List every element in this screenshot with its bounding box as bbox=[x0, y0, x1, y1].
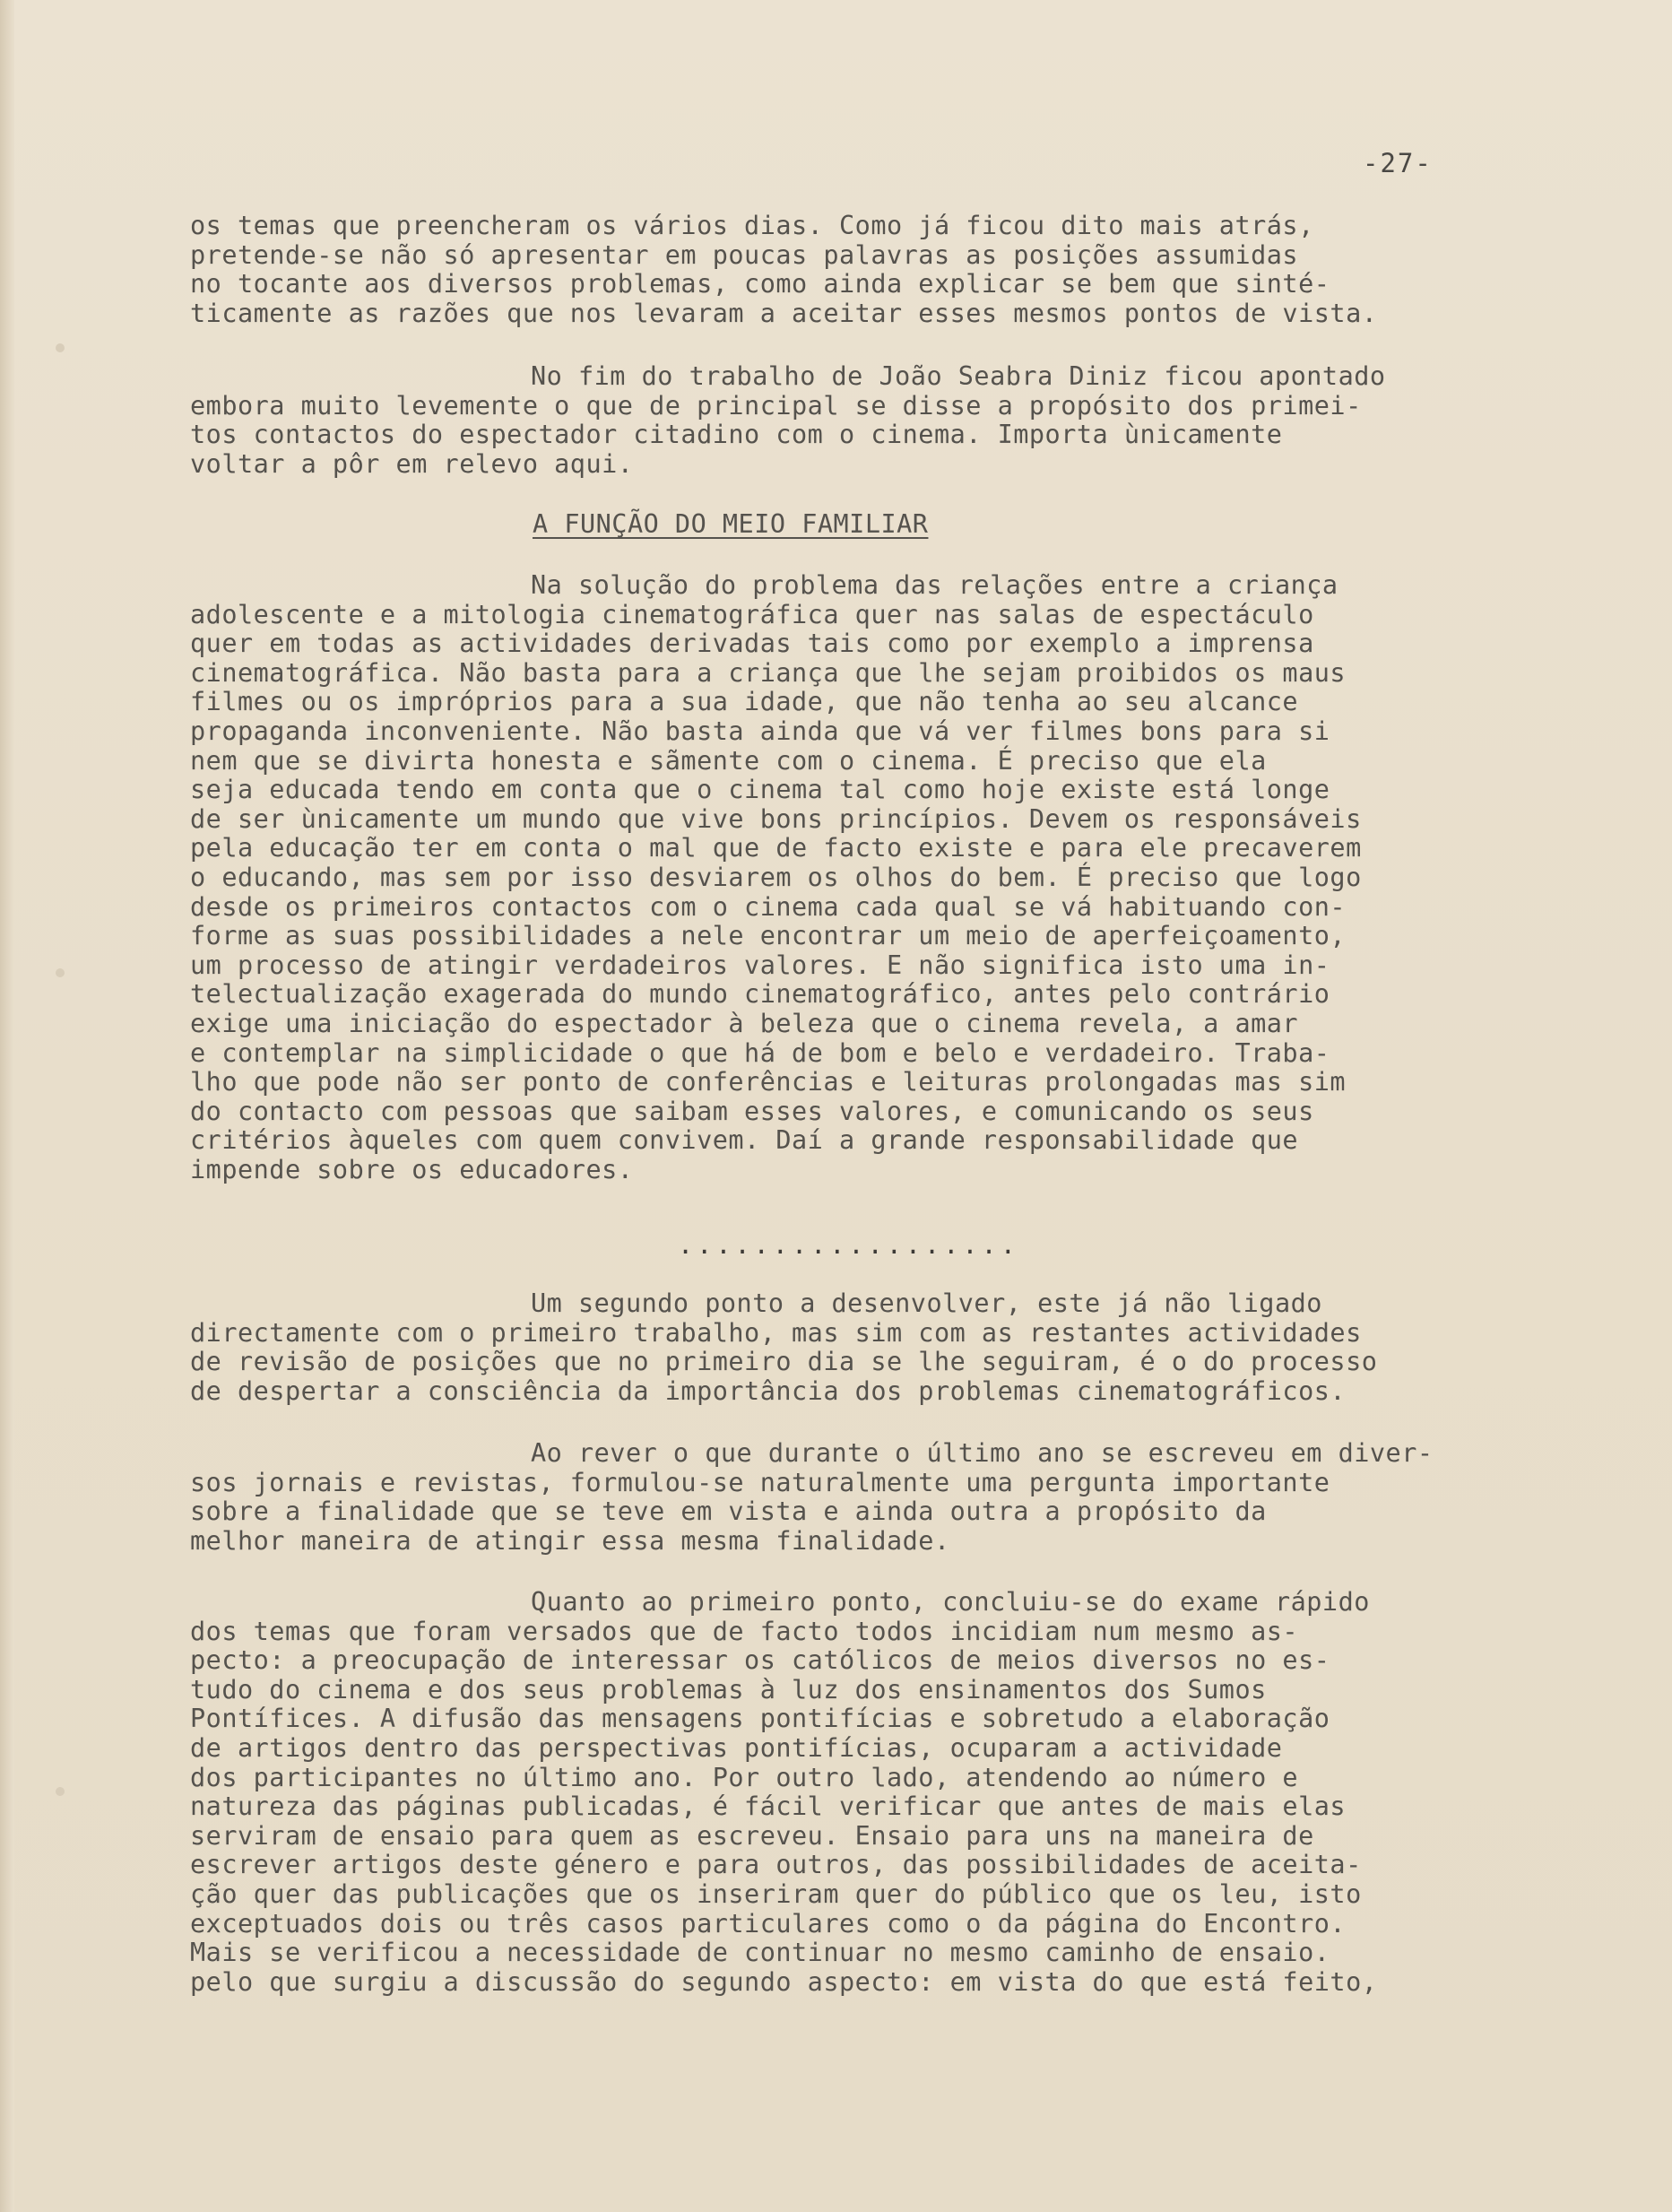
text-line: seja educada tendo em conta que o cinema tal como hoje existe está longe bbox=[190, 775, 1330, 805]
text-line: propaganda inconveniente. Não basta ainda que vá ver filmes bons para si bbox=[190, 716, 1330, 746]
text-line: pecto: a preocupação de interessar os católicos de meios diversos no es- bbox=[190, 1645, 1330, 1676]
text-line: telectualização exagerada do mundo cinematográfico, antes pelo contrário bbox=[190, 979, 1330, 1010]
paragraph-family-role bbox=[190, 571, 1553, 1184]
text-line: os temas que preencheram os vários dias. Como já ficou dito mais atrás, bbox=[190, 211, 1314, 240]
text-line: directamente com o primeiro trabalho, mas sim com as restantes actividades bbox=[190, 1317, 1362, 1348]
text-line: adolescente e a mitologia cinematográfica quer nas salas de espectáculo bbox=[190, 599, 1314, 629]
text-line: tudo do cinema e dos seus problemas à luz dos ensinamentos dos Sumos bbox=[190, 1674, 1267, 1705]
text-line: melhor maneira de atingir essa mesma finalidade. bbox=[190, 1525, 950, 1556]
paragraph-joao-seabra-diniz bbox=[190, 362, 1553, 479]
text-line: Pontífices. A difusão das mensagens pontifícias e sobretudo a elaboração bbox=[190, 1704, 1330, 1734]
section-heading: A FUNÇÃO DO MEIO FAMILIAR bbox=[533, 509, 929, 539]
text-line: um processo de atingir verdadeiros valores. E não significa isto uma in- bbox=[190, 950, 1330, 980]
text-line: escrever artigos deste género e para outros, das possibilidades de aceita- bbox=[190, 1850, 1362, 1880]
text-line: nem que se divirta honesta e sãmente com o cinema. É preciso que ela bbox=[190, 745, 1267, 776]
paragraph-first-point bbox=[190, 1588, 1553, 1997]
text-line: sobre a finalidade que se teve em vista e ainda outra a propósito da bbox=[190, 1496, 1267, 1527]
text-line: cinematográfica. Não basta para a criança que lhe sejam proibidos os maus bbox=[190, 657, 1347, 688]
text-line: embora muito levemente o que de principal se disse a propósito dos primei- bbox=[190, 390, 1362, 421]
text-line: quer em todas as actividades derivadas tais como por exemplo a imprensa bbox=[190, 629, 1314, 659]
section-separator: .................. bbox=[678, 1230, 1019, 1260]
paragraph-second-point bbox=[190, 1289, 1553, 1406]
text-line: Na solução do problema das relações entre a criança bbox=[531, 570, 1338, 600]
text-line: tos contactos do espectador citadino com o cinema. Importa ùnicamente bbox=[190, 420, 1283, 450]
text-line: Um segundo ponto a desenvolver, este já não ligado bbox=[531, 1288, 1322, 1318]
text-line: lho que pode não ser ponto de conferências e leituras prolongadas mas sim bbox=[190, 1067, 1347, 1097]
punch-hole-mark bbox=[56, 968, 65, 977]
text-line: filmes ou os impróprios para a sua idade, que não tenha ao seu alcance bbox=[190, 687, 1299, 717]
text-line: no tocante aos diversos problemas, como ainda explicar se bem que sinté- bbox=[190, 269, 1330, 299]
page-number: -27- bbox=[1363, 148, 1433, 178]
text-line: e contemplar na simplicidade o que há de bom e belo e verdadeiro. Traba- bbox=[190, 1037, 1330, 1068]
text-line: Mais se verificou a necessidade de continuar no mesmo caminho de ensaio. bbox=[190, 1938, 1330, 1968]
text-line: dos temas que foram versados que de facto todos incidiam num mesmo as- bbox=[190, 1616, 1299, 1646]
text-line: pretende-se não só apresentar em poucas palavras as posições assumidas bbox=[190, 239, 1299, 270]
text-line: Ao rever o que durante o último ano se escreveu em diver- bbox=[531, 1438, 1434, 1468]
text-line: de despertar a consciência da importância dos problemas cinematográficos. bbox=[190, 1375, 1347, 1406]
punch-hole-mark bbox=[56, 343, 65, 352]
text-line: de revisão de posições que no primeiro dia se lhe seguiram, é o do processo bbox=[190, 1347, 1378, 1377]
punch-hole-mark bbox=[56, 1787, 65, 1796]
text-line: pelo que surgiu a discussão do segundo aspecto: em vista do que está feito, bbox=[190, 1966, 1378, 1997]
text-line: critérios àqueles com quem convivem. Daí a grande responsabilidade que bbox=[190, 1125, 1299, 1156]
text-line: dos participantes no último ano. Por outro lado, atendendo ao número e bbox=[190, 1762, 1299, 1792]
text-line: sos jornais e revistas, formulou-se naturalmente uma pergunta importante bbox=[190, 1467, 1330, 1497]
text-line: de artigos dentro das perspectivas pontifícias, ocuparam a actividade bbox=[190, 1732, 1283, 1763]
text-line: de ser ùnicamente um mundo que vive bons princípios. Devem os responsáveis bbox=[190, 803, 1362, 834]
text-line: serviram de ensaio para quem as escreveu. Ensaio para uns na maneira de bbox=[190, 1820, 1314, 1851]
text-line: desde os primeiros contactos com o cinema cada qual se vá habituando con- bbox=[190, 891, 1347, 922]
text-line: natureza das páginas publicadas, é fácil verificar que antes de mais elas bbox=[190, 1791, 1347, 1822]
paragraph-review bbox=[190, 1439, 1553, 1556]
text-line: forme as suas possibilidades a nele encontrar um meio de aperfeiçoamento, bbox=[190, 921, 1347, 951]
text-line: ticamente as razões que nos levaram a aceitar esses mesmos pontos de vista. bbox=[190, 298, 1378, 328]
text-line: ção quer das publicações que os inseriram quer do público que os leu, isto bbox=[190, 1878, 1362, 1909]
text-line: impende sobre os educadores. bbox=[190, 1154, 634, 1184]
text-line: exceptuados dois ou três casos particulares como o da página do Encontro. bbox=[190, 1908, 1347, 1939]
text-line: Quanto ao primeiro ponto, concluiu-se do exame rápido bbox=[531, 1587, 1370, 1617]
text-line: o educando, mas sem por isso desviarem os olhos do bem. É preciso que logo bbox=[190, 862, 1362, 892]
text-line: exige uma iniciação do espectador à beleza que o cinema revela, a amar bbox=[190, 1008, 1299, 1038]
text-line: do contacto com pessoas que saibam esses valores, e comunicando os seus bbox=[190, 1096, 1314, 1126]
text-line: voltar a pôr em relevo aqui. bbox=[190, 448, 634, 479]
paragraph-intro bbox=[190, 212, 1553, 328]
text-line: pela educação ter em conta o mal que de facto existe e para ele precaverem bbox=[190, 833, 1362, 863]
paper-edge bbox=[0, 0, 14, 2212]
text-line: No fim do trabalho de João Seabra Diniz ficou apontado bbox=[531, 361, 1386, 391]
